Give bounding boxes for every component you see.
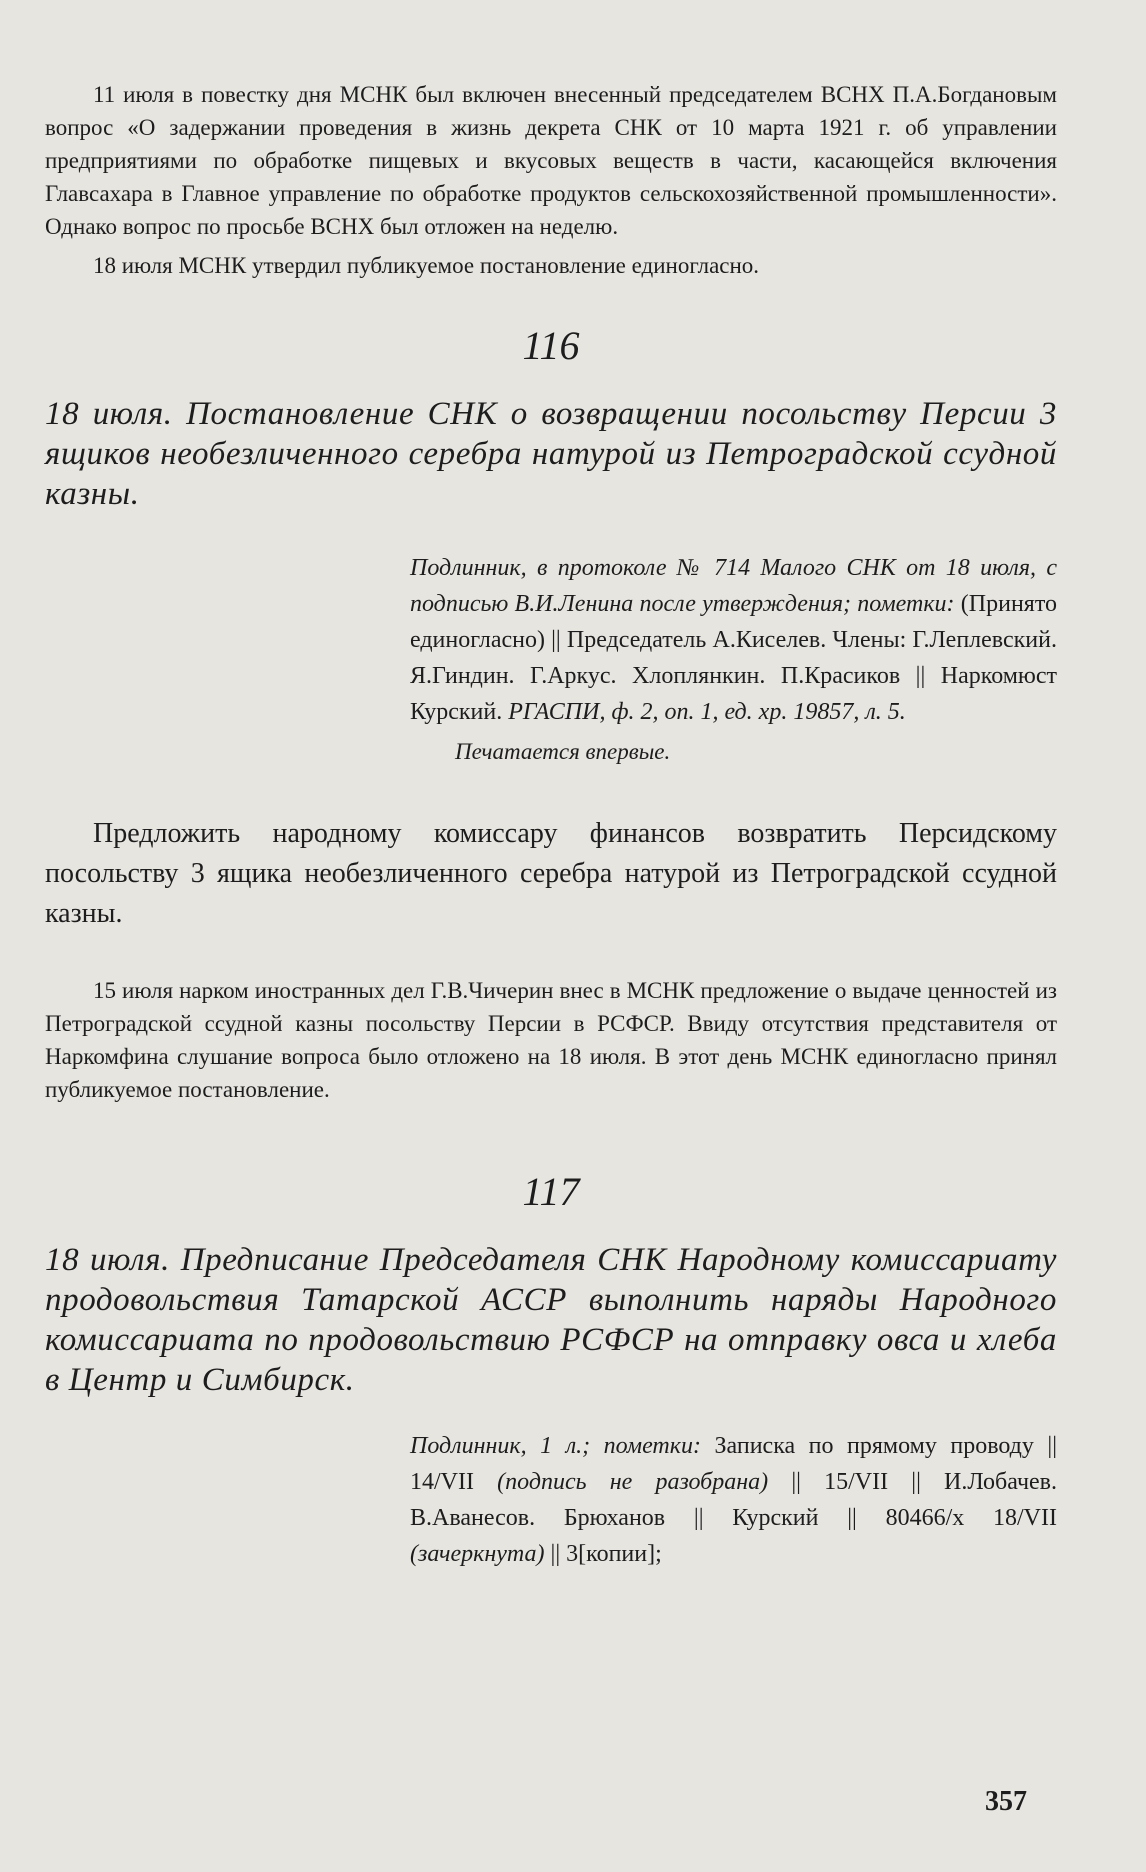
source-label-116: Подлинник, в протоколе № 714 Малого СНК от 18 июля, с подписью В.И.Ленина после утверждения; пометки: xyxy=(410,555,1057,617)
page-content xyxy=(45,78,1057,1572)
archive-reference-116: РГАСПИ, ф. 2, оп. 1, ед. хр. 19857, л. 5. xyxy=(508,699,906,725)
source-note-117 xyxy=(410,1428,1057,1572)
source-mark-117-a: Записка по прямому проводу || 14/VII xyxy=(410,1433,1058,1495)
publication-note-116: Печатается впервые. xyxy=(455,739,671,764)
source-mark-117-b: (подпись не разобрана) xyxy=(497,1469,769,1495)
intro-paragraph-2: 18 июля МСНК утвердил публикуемое постановление единогласно. xyxy=(93,253,760,278)
document-body-116: Предложить народному комиссару финансов возвратить Персидскому посольству 3 ящика необезличенного серебра натурой из Петроградской ссудной казны. xyxy=(45,818,1057,929)
document-number-116: 116 xyxy=(522,323,580,368)
source-mark-117-d: (зачеркнута) xyxy=(410,1541,545,1567)
intro-paragraph-1: 11 июля в повестку дня МСНК был включен внесенный председателем ВСНХ П.А.Богдановым вопрос «О задержании проведения в жизнь декрета СНК от 10 марта 1921 г. об управлении предприятиями по обработке пищевых и вкусовых веществ в части, касающейся включения Главсахара в Главное управление по обработке продуктов сельскохозяйственной промышленности». Однако вопрос по просьбе ВСНХ был отложен на неделю. xyxy=(45,82,1057,239)
commentary-paragraph-116: 15 июля нарком иностранных дел Г.В.Чичерин внес в МСНК предложение о выдаче ценностей из Петроградской ссудной казны посольству Персии в РСФСР. Ввиду отсутствия представителя от Наркомфина слушание вопроса было отложено на 18 июля. В этот день МСНК единогласно принял публикуемое постановление. xyxy=(45,978,1057,1102)
intro-commentary xyxy=(45,78,1057,282)
source-mark-117-c: || 15/VII || И.Лобачев. В.Аванесов. Брюханов || Курский || 80466/х 18/VII xyxy=(410,1469,1058,1531)
source-note-116 xyxy=(410,550,1057,730)
source-mark-117-e: || 3[копии]; xyxy=(550,1541,662,1567)
source-label-117: Подлинник, 1 л.; пометки: xyxy=(410,1433,701,1459)
commentary-116 xyxy=(45,974,1057,1106)
document-number-117: 117 xyxy=(522,1169,580,1214)
page-number: 357 xyxy=(985,1786,1027,1817)
source-marks-116: (Принято единогласно) || Председатель А.Киселев. Члены: Г.Леплевский. Я.Гиндин. Г.Аркус. Хлоплянкин. П.Красиков || Наркомюст Курский. xyxy=(410,591,1058,725)
document-heading-116: 18 июля. Постановление СНК о возвращении посольству Персии 3 ящиков необезличенного серебра натурой из Петроградской ссудной казны. xyxy=(45,396,1057,512)
document-heading-117: 18 июля. Предписание Председателя СНК Народному комиссариату продовольствия Татарской АССР выполнить наряды Народного комиссариата по продовольствию РСФСР на отправку овса и хлеба в Центр и Симбирск. xyxy=(45,1242,1057,1398)
